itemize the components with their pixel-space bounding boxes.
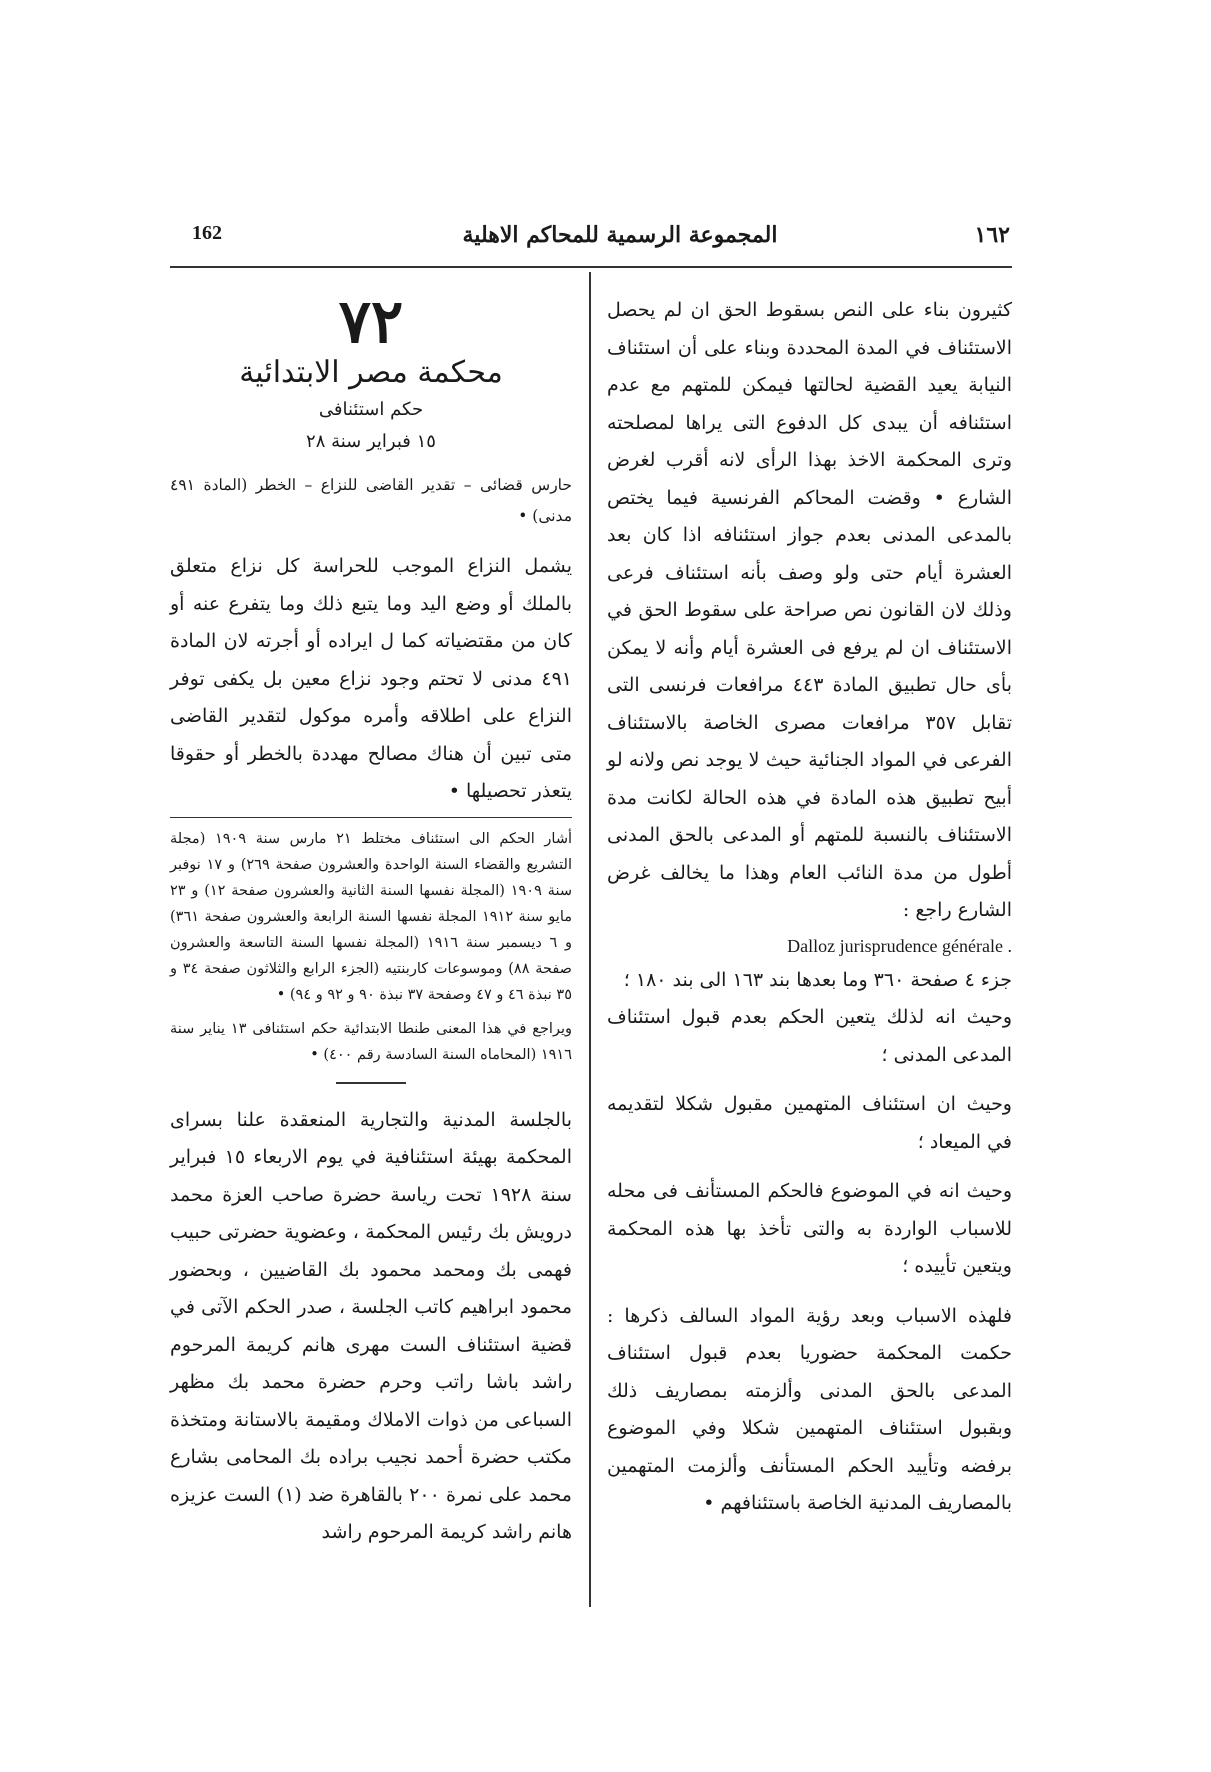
reference-continuation: جزء ٤ صفحة ٣٦٠ وما بعدها بند ١٦٣ الى بند ١٨٠ ؛ bbox=[623, 968, 1012, 991]
paragraph-appeal-form: وحيث ان استئناف المتهمين مقبول شكلا لتقديمه في الميعاد ؛ bbox=[607, 1093, 1012, 1153]
paragraph-civil-claimant: وحيث انه لذلك يتعين الحكم بعدم قبول استئناف المدعى المدنى ؛ bbox=[607, 1006, 1012, 1066]
paragraph-continuation: كثيرون بناء على النص بسقوط الحق ان لم يحصل الاستئناف في المدة المحددة وبناء على أن استئناف النيابة يعيد القضية لحالتها فيمكن للمتهم مع عدم استئنافه أن يبدى كل الدفوع التى يراها لمصلحته وترى المحكمة الاخذ بهذا الرأى لانه أقرب لغرض الشارع • وقضت المحاكم الفرنسية فيما يختص بالمدعى المدنى بعدم جواز استئنافه اذا كان بعد العشرة أيام حتى ولو وصف بأنه استئناف فرعى وذلك لان القانون نص صراحة على سقوط الحق في الاستئناف ان لم يرفع فى العشرة أيام وأنه لا يمكن بأى حال تطبيق المادة ٤٤٣ مرافعات فرنسى التى تقابل ٣٥٧ مرافعات مصرى الخاصة بالاستئناف الفرعى في المواد الجنائية حيث لا يوجد نص ولانه لو أبيح تطبيق هذه المادة في هذه الحالة لكانت مدة الاستئناف بالنسبة للمتهم أو المدعى بالحق المدنى أطول من مدة النائب العام وهذا ما يخالف غرض الشارع راجع : bbox=[607, 299, 1013, 921]
footnote-2: ويراجع في هذا المعنى طنطا الابتدائية حكم استئنافى ١٣ يناير سنة ١٩١٦ (المحاماه السنة السادسة رقم ٤٠٠) • bbox=[170, 1020, 572, 1063]
court-name: محكمة مصر الابتدائية bbox=[239, 355, 503, 390]
ruling-type: حكم استئنافى bbox=[318, 399, 424, 420]
section-separator bbox=[336, 1082, 406, 1084]
paragraph-merits: وحيث انه في الموضوع فالحكم المستأنف فى محله للاسباب الواردة به والتى تأخذ بها هذه المحكمة ويتعين تأييده ؛ bbox=[607, 1180, 1012, 1277]
left-column bbox=[170, 287, 573, 1552]
footnote-rule bbox=[170, 817, 572, 818]
case-number: ٧٢ bbox=[338, 287, 404, 357]
header-rule bbox=[170, 266, 1012, 268]
spacer bbox=[607, 1286, 1012, 1298]
column-divider bbox=[589, 272, 591, 1607]
footnote-1: أشار الحكم الى استئناف مختلط ٢١ مارس سنة ١٩٠٩ (مجلة التشريع والقضاء السنة الواحدة والعشرون صفحة ٢٦٩) و ١٧ نوفبر سنة ١٩٠٩ (المجلة نفسها السنة الثانية والعشرون صفحة ١٢) و ٢٣ مايو سنة ١٩١٢ المجلة نفسها السنة الرابعة والعشرون صفحة ٣٦١) و ٦ ديسمبر سنة ١٩١٦ (المجلة نفسها السنة التاسعة والعشرون صفحة ٨٨) وموسوعات كاربنتيه (الجزء الرابع والثلاثون صفحة ٣٤ و ٣٥ نبذة ٤٦ و ٤٧ وصفحة ٣٧ نبذة ٩٠ و ٩٢ و ٩٤) • bbox=[170, 830, 573, 1003]
page-number-latin: 162 bbox=[192, 222, 222, 244]
spacer bbox=[607, 1161, 1012, 1173]
reference-latin: Dalloz jurisprudence générale . bbox=[787, 935, 1012, 956]
ruling-date: ١٥ فبراير سنة ٢٨ bbox=[306, 431, 436, 452]
right-column bbox=[607, 292, 1012, 1523]
session-body: بالجلسة المدنية والتجارية المنعقدة علنا بسراى المحكمة بهيئة استئنافية في يوم الاربعاء ١٥ فبراير سنة ١٩٢٨ تحت رياسة حضرة صاحب العزة محمد درويش بك رئيس المحكمة ، وعضوية حضرتى حبيب فهمى بك ومحمد محمود بك القاضيين ، وبحضور محمود ابراهيم كاتب الجلسة ، صدر الحكم الآتى في قضية استئناف الست مهرى هانم كريمة المرحوم راشد باشا راتب وحرم حضرة محمد بك مظهر السباعى من ذوات الاملاك ومقيمة بالاستانة ومتخذة مكتب حضرة أحمد نجيب براده بك المحامى بشارع محمد على نمرة ٢٠٠ بالقاهرة ضد (١) الست عزيزه هانم راشد كريمة المرحوم راشد bbox=[170, 1108, 572, 1543]
summary: يشمل النزاع الموجب للحراسة كل نزاع متعلق بالملك أو وضع اليد وما يتبع ذلك وما يتفرع عنه أو كان من مقتضياته كما ل ايراده أو أجرته لان المادة ٤٩١ مدنى لا تحتم وجود نزاع معين بل يكفى توفر النزاع على اطلاقه وأمره موكول لتقدير القاضى متى تبين أن هناك مصالح مهددة بالخطر أو حقوقا يتعذر تحصيلها • bbox=[170, 555, 572, 802]
page-number-arabic: ١٦٢ bbox=[974, 222, 1010, 248]
running-header-title: المجموعة الرسمية للمحاكم الاهلية bbox=[462, 222, 778, 248]
paragraph-verdict: فلهذه الاسباب وبعد رؤية المواد السالف ذكرها : حكمت المحكمة حضوريا بعدم قبول استئناف المدعى بالحق المدنى وألزمته بمصاريف ذلك وبقبول استئناف المتهمين شكلا وفي الموضوع برفضه وتأييد الحكم المستأنف وألزمت المتهمين بالمصاريف المدنية الخاصة باستئنافهم • bbox=[607, 1304, 1012, 1514]
spacer bbox=[607, 1074, 1012, 1086]
keywords: حارس قضائى – تقدير القاضى للنزاع – الخطر (المادة ٤٩١ مدنى) • bbox=[170, 476, 572, 525]
